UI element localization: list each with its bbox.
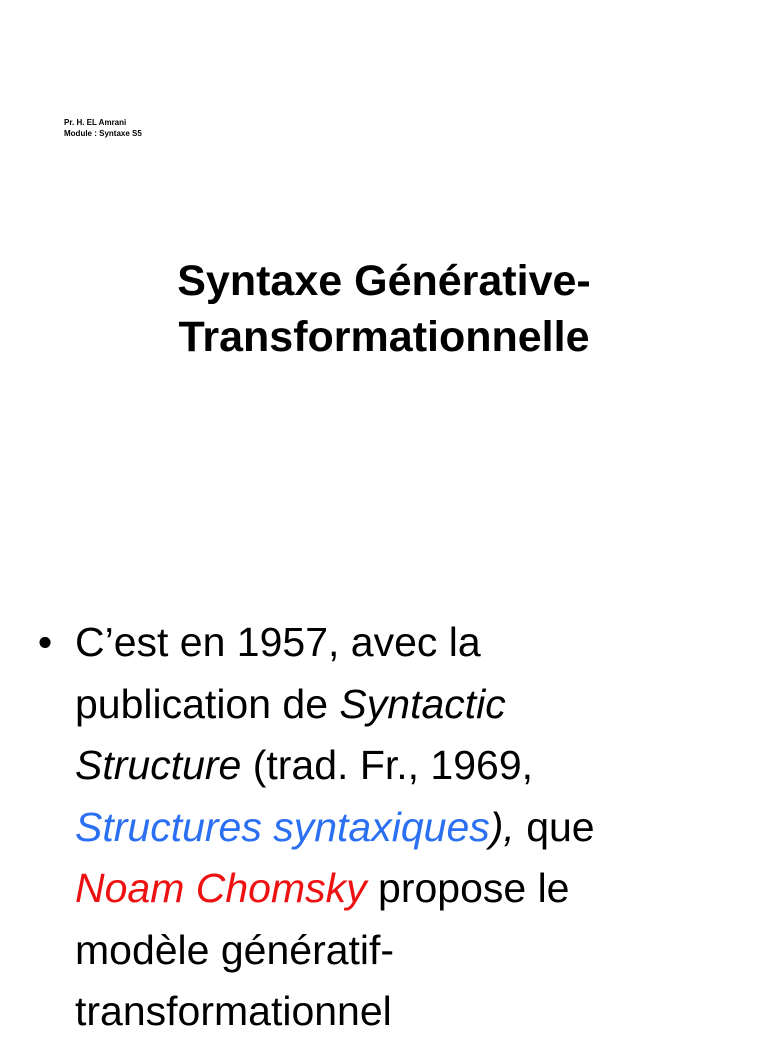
author-name: Pr. H. EL Amrani [64, 118, 127, 127]
book-title-part-1: Syntactic [339, 680, 506, 727]
closing-paren: ), [489, 803, 515, 850]
module-name: Module : Syntaxe S5 [64, 129, 142, 138]
translation-info: (trad. Fr., 1969, [241, 742, 534, 788]
author-highlight: Noam Chomsky [75, 865, 367, 911]
bullet-text-model: modèle génératif- [75, 926, 395, 973]
bullet-line-5 [75, 858, 730, 920]
title-line-1: Syntaxe Générative- [177, 257, 591, 305]
bullet-text-publication: publication de [75, 680, 340, 727]
bullet-line-7 [75, 981, 730, 1043]
book-title-part-2: Structure [75, 742, 242, 788]
bullet-text-intro: C’est en 1957, avec la [75, 619, 481, 665]
bullet-line-4 [75, 797, 730, 859]
bullet-symbol: • [37, 619, 53, 665]
bullet-line-3 [75, 735, 730, 797]
slide-title [0, 253, 768, 365]
title-line-2: Transformationnelle [178, 313, 590, 361]
bullet-text-propose: propose le [366, 865, 570, 911]
bullet-line-1 [75, 612, 730, 674]
bullet-text-transformational: transformationnel [75, 988, 392, 1034]
bullet-line-6 [75, 920, 730, 982]
slide-header [64, 117, 142, 139]
bullet-list [30, 612, 730, 1043]
bullet-text-que: que [514, 803, 595, 850]
french-title: Structures syntaxiques [75, 803, 490, 850]
bullet-item [30, 612, 730, 1043]
bullet-line-2 [75, 674, 730, 736]
